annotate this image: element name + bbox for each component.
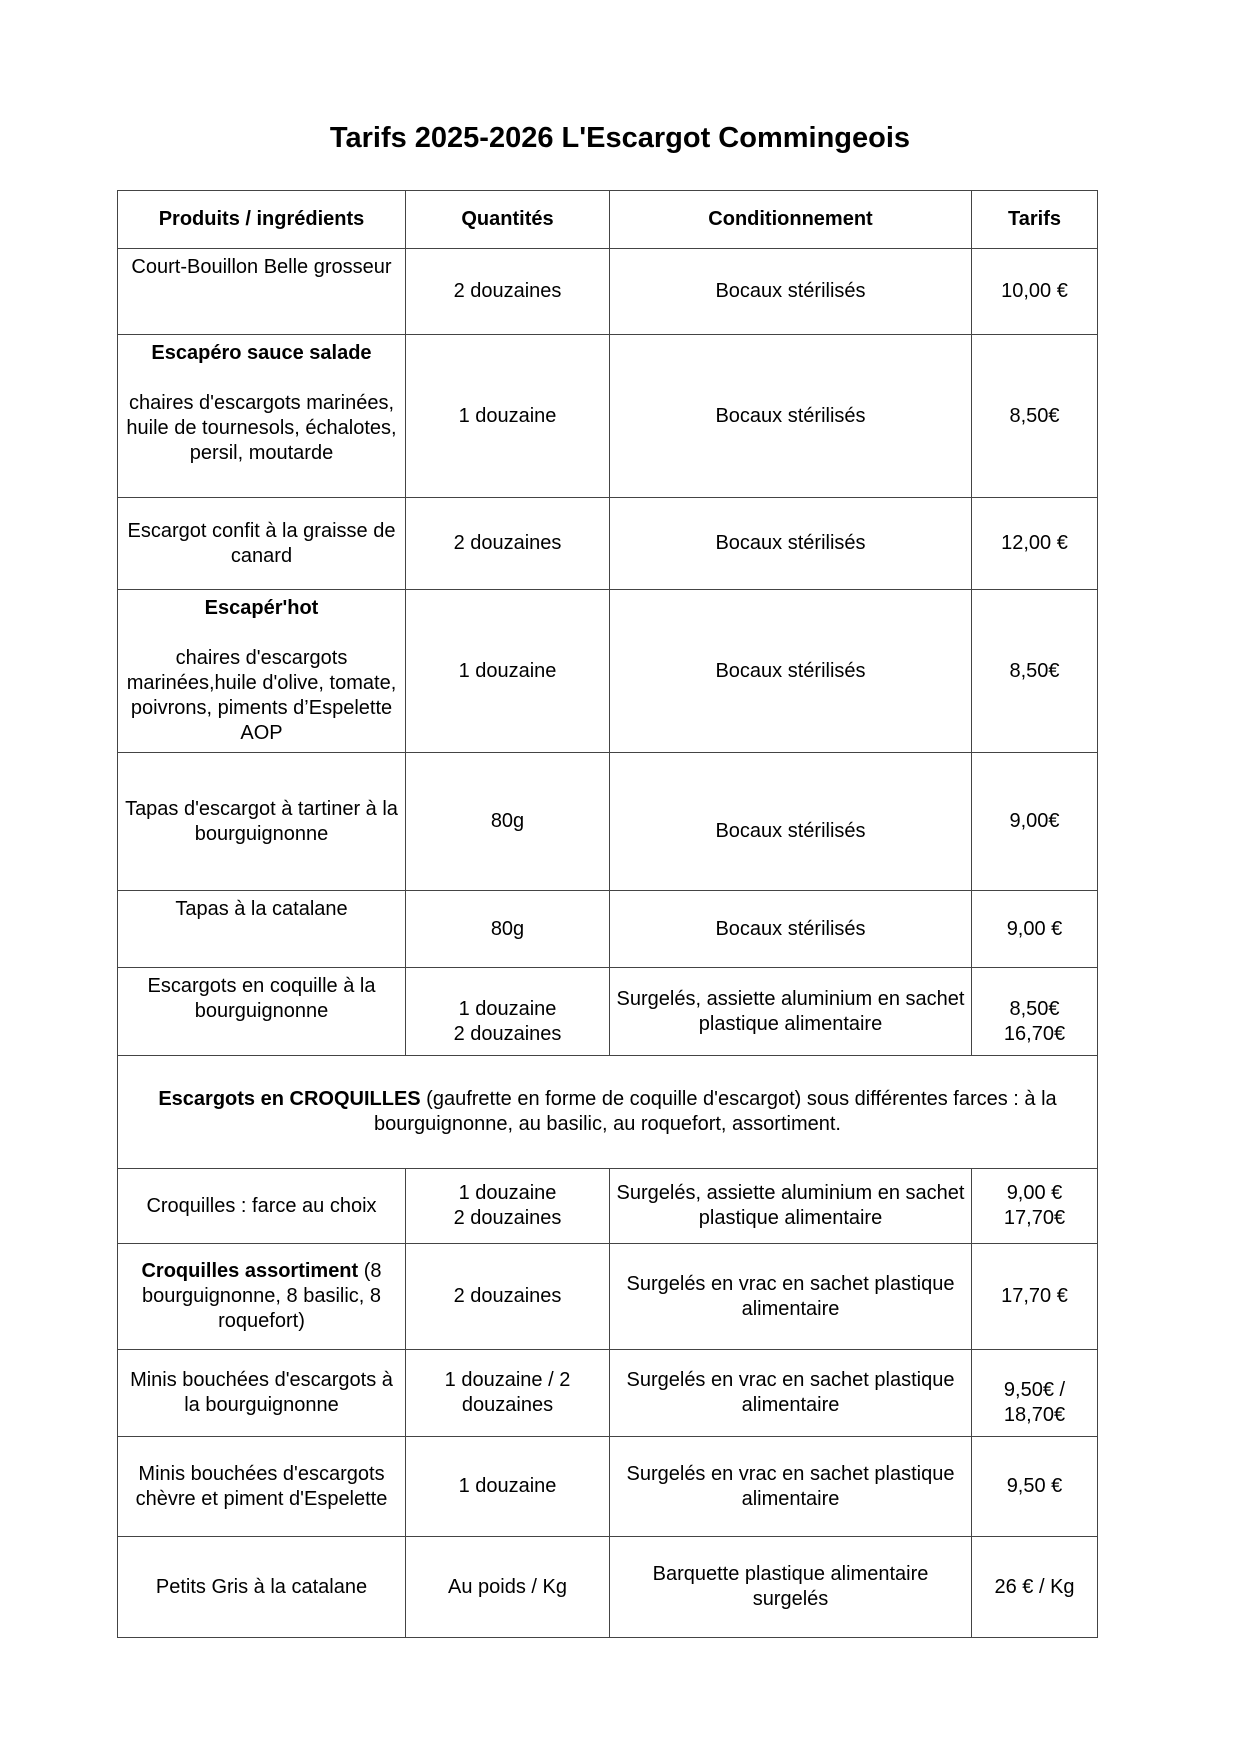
- packaging-cell: Bocaux stérilisés: [610, 891, 972, 968]
- packaging-cell: Bocaux stérilisés: [610, 498, 972, 590]
- table-row: [118, 1169, 1098, 1244]
- price-line: 9,50€ /: [1003, 1379, 1066, 1401]
- price-cell: [972, 1350, 1098, 1437]
- quantity-cell: 1 douzaine: [406, 590, 610, 753]
- price-cell: 8,50€: [972, 335, 1098, 498]
- product-name: Tapas à la catalane: [118, 891, 406, 968]
- price-cell: 10,00 €: [972, 249, 1098, 335]
- price-table: [117, 190, 1098, 1638]
- product-name: Escapér'hot: [204, 597, 319, 619]
- product-name: Escargots en coquille à la bourguignonne: [118, 968, 406, 1056]
- price-cell: 12,00 €: [972, 498, 1098, 590]
- price-line: 9,00 €: [1006, 1182, 1063, 1204]
- product-name: Tapas d'escargot à tartiner à la bourguignonne: [118, 753, 406, 891]
- packaging-cell: Surgelés, assiette aluminium en sachet plastique alimentaire: [610, 968, 972, 1056]
- table-row: [118, 1437, 1098, 1537]
- header-price: Tarifs: [972, 191, 1098, 249]
- header-quantity: Quantités: [406, 191, 610, 249]
- header-product: Produits / ingrédients: [118, 191, 406, 249]
- quantity-cell: [406, 1169, 610, 1244]
- quantity-line: 2 douzaines: [453, 1022, 562, 1045]
- price-cell: [972, 1169, 1098, 1244]
- price-cell: 9,00 €: [972, 891, 1098, 968]
- packaging-cell: Bocaux stérilisés: [610, 335, 972, 498]
- product-description: (8 bourguignonne, 8 basilic, 8 roquefort): [141, 1260, 382, 1332]
- product-cell: [118, 335, 406, 498]
- price-cell: 26 € / Kg: [972, 1537, 1098, 1638]
- table-row: [118, 968, 1098, 1056]
- product-name: Court-Bouillon Belle grosseur: [118, 249, 406, 335]
- price-line: 17,70€: [1003, 1207, 1066, 1229]
- product-name: Escargot confit à la graisse de canard: [118, 498, 406, 590]
- price-line: 18,70€: [1003, 1404, 1066, 1426]
- page-title: Tarifs 2025-2026 L'Escargot Commingeois: [329, 122, 911, 154]
- quantity-cell: 2 douzaines: [406, 498, 610, 590]
- quantity-cell: 2 douzaines: [406, 1244, 610, 1350]
- product-cell: [118, 590, 406, 753]
- quantity-cell: 2 douzaines: [406, 249, 610, 335]
- section-note-text: (gaufrette en forme de coquille d'escargot) sous différentes farces : à la bourguignonne, au basilic, au roquefort, assortiment.: [374, 1088, 1057, 1135]
- quantity-cell: 80g: [406, 891, 610, 968]
- product-name: Petits Gris à la catalane: [118, 1537, 406, 1638]
- product-name: Minis bouchées d'escargots chèvre et piment d'Espelette: [118, 1437, 406, 1537]
- price-cell: 9,00€: [972, 753, 1098, 891]
- packaging-cell: Surgelés en vrac en sachet plastique alimentaire: [610, 1350, 972, 1437]
- quantity-line: 2 douzaines: [453, 1207, 562, 1229]
- product-description: chaires d'escargots marinées, huile de tournesols, échalotes, persil, moutarde: [126, 392, 397, 464]
- header-packaging: Conditionnement: [610, 191, 972, 249]
- quantity-cell: Au poids / Kg: [406, 1537, 610, 1638]
- quantity-cell: 1 douzaine: [406, 335, 610, 498]
- section-note-row: [118, 1056, 1098, 1169]
- quantity-cell: 80g: [406, 753, 610, 891]
- packaging-cell: Bocaux stérilisés: [610, 753, 972, 891]
- product-name: Croquilles : farce au choix: [118, 1169, 406, 1244]
- price-line: 8,50€: [1009, 997, 1060, 1020]
- section-note-bold: Escargots en CROQUILLES: [158, 1088, 421, 1110]
- table-row: [118, 335, 1098, 498]
- packaging-cell: Surgelés en vrac en sachet plastique alimentaire: [610, 1244, 972, 1350]
- table-row: [118, 249, 1098, 335]
- table-header-row: [118, 191, 1098, 249]
- product-cell: [118, 1244, 406, 1350]
- packaging-cell: Surgelés en vrac en sachet plastique alimentaire: [610, 1437, 972, 1537]
- price-cell: 17,70 €: [972, 1244, 1098, 1350]
- quantity-line: 1 douzaine: [458, 1182, 557, 1204]
- price-cell: [972, 968, 1098, 1056]
- packaging-cell: Bocaux stérilisés: [610, 590, 972, 753]
- packaging-cell: Barquette plastique alimentaire surgelés: [610, 1537, 972, 1638]
- table-row: [118, 1244, 1098, 1350]
- price-line: 16,70€: [1003, 1022, 1066, 1045]
- table-row: [118, 1537, 1098, 1638]
- quantity-line: 1 douzaine: [458, 997, 557, 1020]
- table-row: [118, 1350, 1098, 1437]
- table-row: [118, 891, 1098, 968]
- price-cell: 8,50€: [972, 590, 1098, 753]
- quantity-cell: [406, 968, 610, 1056]
- product-name: Escapéro sauce salade: [151, 342, 372, 364]
- product-name: Croquilles assortiment: [141, 1260, 359, 1282]
- table-row: [118, 498, 1098, 590]
- product-name: Minis bouchées d'escargots à la bourguignonne: [118, 1350, 406, 1437]
- price-cell: 9,50 €: [972, 1437, 1098, 1537]
- packaging-cell: Bocaux stérilisés: [610, 249, 972, 335]
- table-row: [118, 590, 1098, 753]
- product-description: chaires d'escargots marinées,huile d'olive, tomate, poivrons, piments d’Espelette AOP: [126, 647, 397, 744]
- quantity-cell: 1 douzaine: [406, 1437, 610, 1537]
- table-row: [118, 753, 1098, 891]
- packaging-cell: Surgelés, assiette aluminium en sachet plastique alimentaire: [610, 1169, 972, 1244]
- section-note: [118, 1056, 1098, 1169]
- quantity-cell: 1 douzaine / 2 douzaines: [406, 1350, 610, 1437]
